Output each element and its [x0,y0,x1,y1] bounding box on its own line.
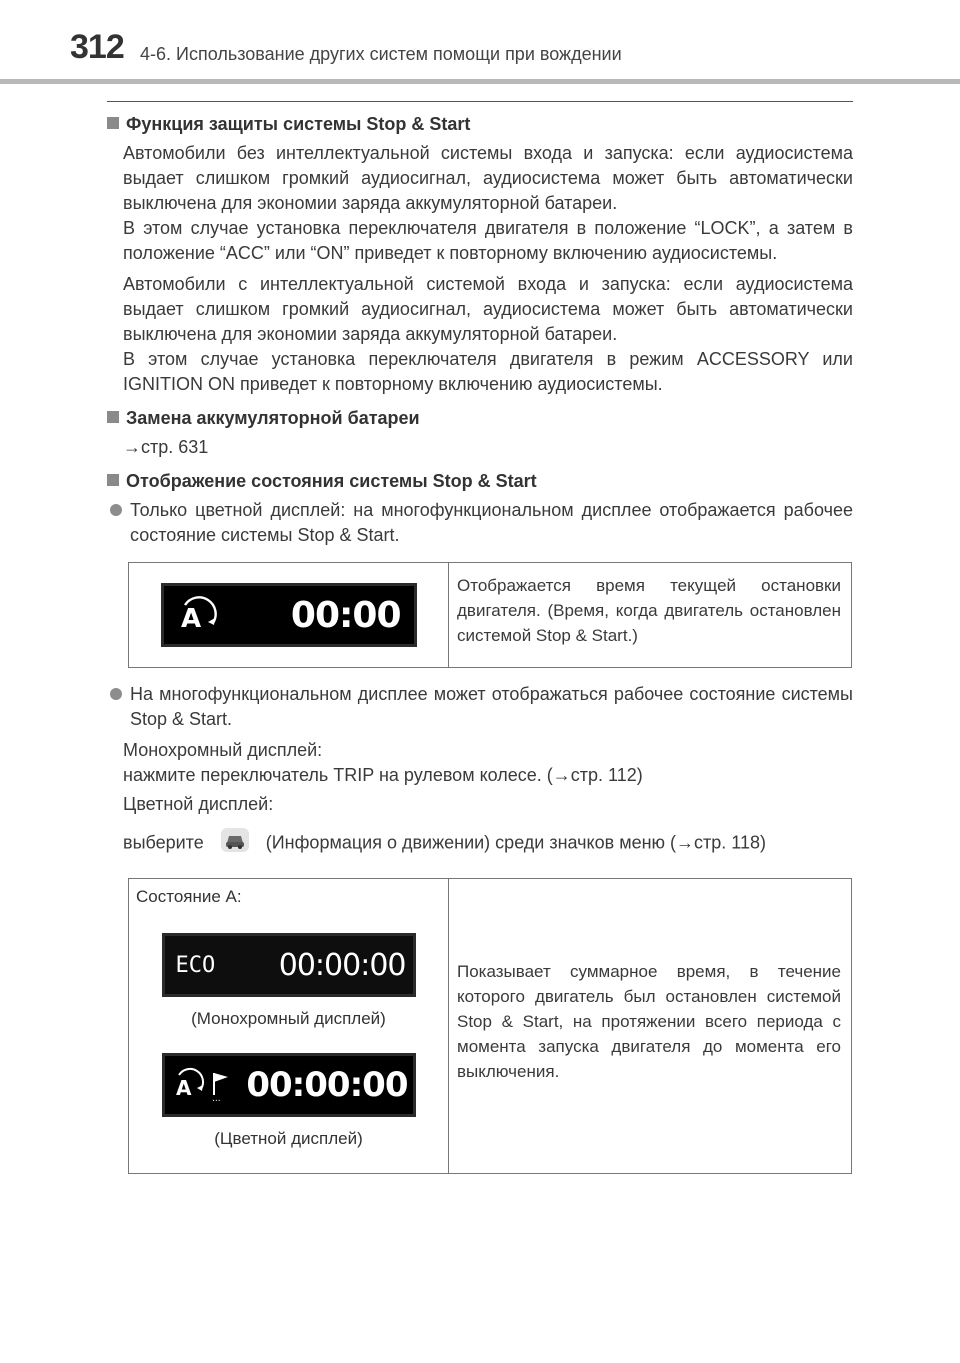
square-bullet-icon [107,474,119,486]
vehicle-info-icon [220,827,250,860]
state-a-label: Состояние A: [136,887,242,906]
battery-ref: →стр. 631 [123,437,209,457]
section-divider [107,101,853,102]
page-content [107,111,853,1188]
eco-badge: ECO [175,952,216,978]
display-bullet-2: На многофункциональном дисплее может отображаться рабочее состояние системы Stop & Start. [107,682,853,732]
protection-para-1: Автомобили без интеллектуальной системы входа и запуска: если аудиосистема выдает слишком громкий аудиосигнал, аудиосистема может быть автоматически выключена для экономии заряда аккумуляторной батареи. В этом случае установка переключателя двигателя в положение “LOCK”, а затем в положение “ACC” или “ON” приведет к повторному включению аудиосистемы. [123,143,853,263]
stop-time-description: Отображается время текущей остановки двигателя. (Время, когда двигатель остановлен системой Stop & Start.) [449,563,852,668]
section-title-battery: Замена аккумуляторной батареи [107,405,853,431]
stop-time-value: 00:00 [290,594,401,636]
page-header [0,0,960,90]
state-a-image-cell [129,879,449,1174]
auto-stop-icon [177,595,221,635]
color-display [162,1053,416,1117]
color-display-stop-time [161,583,417,647]
round-bullet-icon [110,504,122,516]
protection-para-2: Автомобили с интеллектуальной системой входа и запуска: если аудиосистема выдает слишком громкий аудиосигнал, аудиосистема может быть автоматически выключена для экономии заряда аккумуляторной батареи. В этом случае установка переключателя двигателя в режим ACCESSORY или IGNITION ON приведет к повторному включению аудиосистемы. [123,274,853,394]
section-title-protection: Функция защиты системы Stop & Start [107,111,853,137]
square-bullet-icon [107,117,119,129]
color-time-value: 00:00:00 [246,1065,408,1105]
section-title-display: Отображение состояния системы Stop & Start [107,468,853,494]
round-bullet-icon [110,688,122,700]
svg-text:A: A [180,604,201,634]
page-number: 312 [70,28,124,66]
color-instruction: выберите (Информация о движении) среди значков меню (→стр. 118) [123,827,853,860]
mono-display [162,933,416,997]
header-bar [0,79,960,84]
mono-time-value: 00:00:00 [278,947,406,983]
svg-text:...: ... [211,1094,221,1104]
chapter-title: 4-6. Использование других систем помощи при вождении [140,44,622,64]
svg-text:A: A [175,1076,191,1100]
display-instructions [123,738,853,860]
mono-instruction: Монохромный дисплей: нажмите переключатель TRIP на рулевом колесе. (→стр. 112) [123,740,643,785]
auto-stop-flag-icon [174,1065,236,1105]
state-a-description: Показывает суммарное время, в течение которого двигатель был остановлен системой Stop & Start, на протяжении всего периода с момента запуска двигателя до момента его выключения. [449,879,852,1174]
state-a-table [128,878,852,1174]
color-caption: (Цветной дисплей) [214,1129,363,1148]
color-label: Цветной дисплей: [123,794,274,814]
mono-caption: (Монохромный дисплей) [191,1009,386,1028]
protection-body [123,141,853,397]
stop-time-image-cell [129,563,449,668]
battery-body [123,435,853,460]
display-bullet-1: Только цветной дисплей: на многофункциональном дисплее отображается рабочее состояние системы Stop & Start. [107,498,853,548]
stop-time-table [128,562,852,668]
square-bullet-icon [107,411,119,423]
